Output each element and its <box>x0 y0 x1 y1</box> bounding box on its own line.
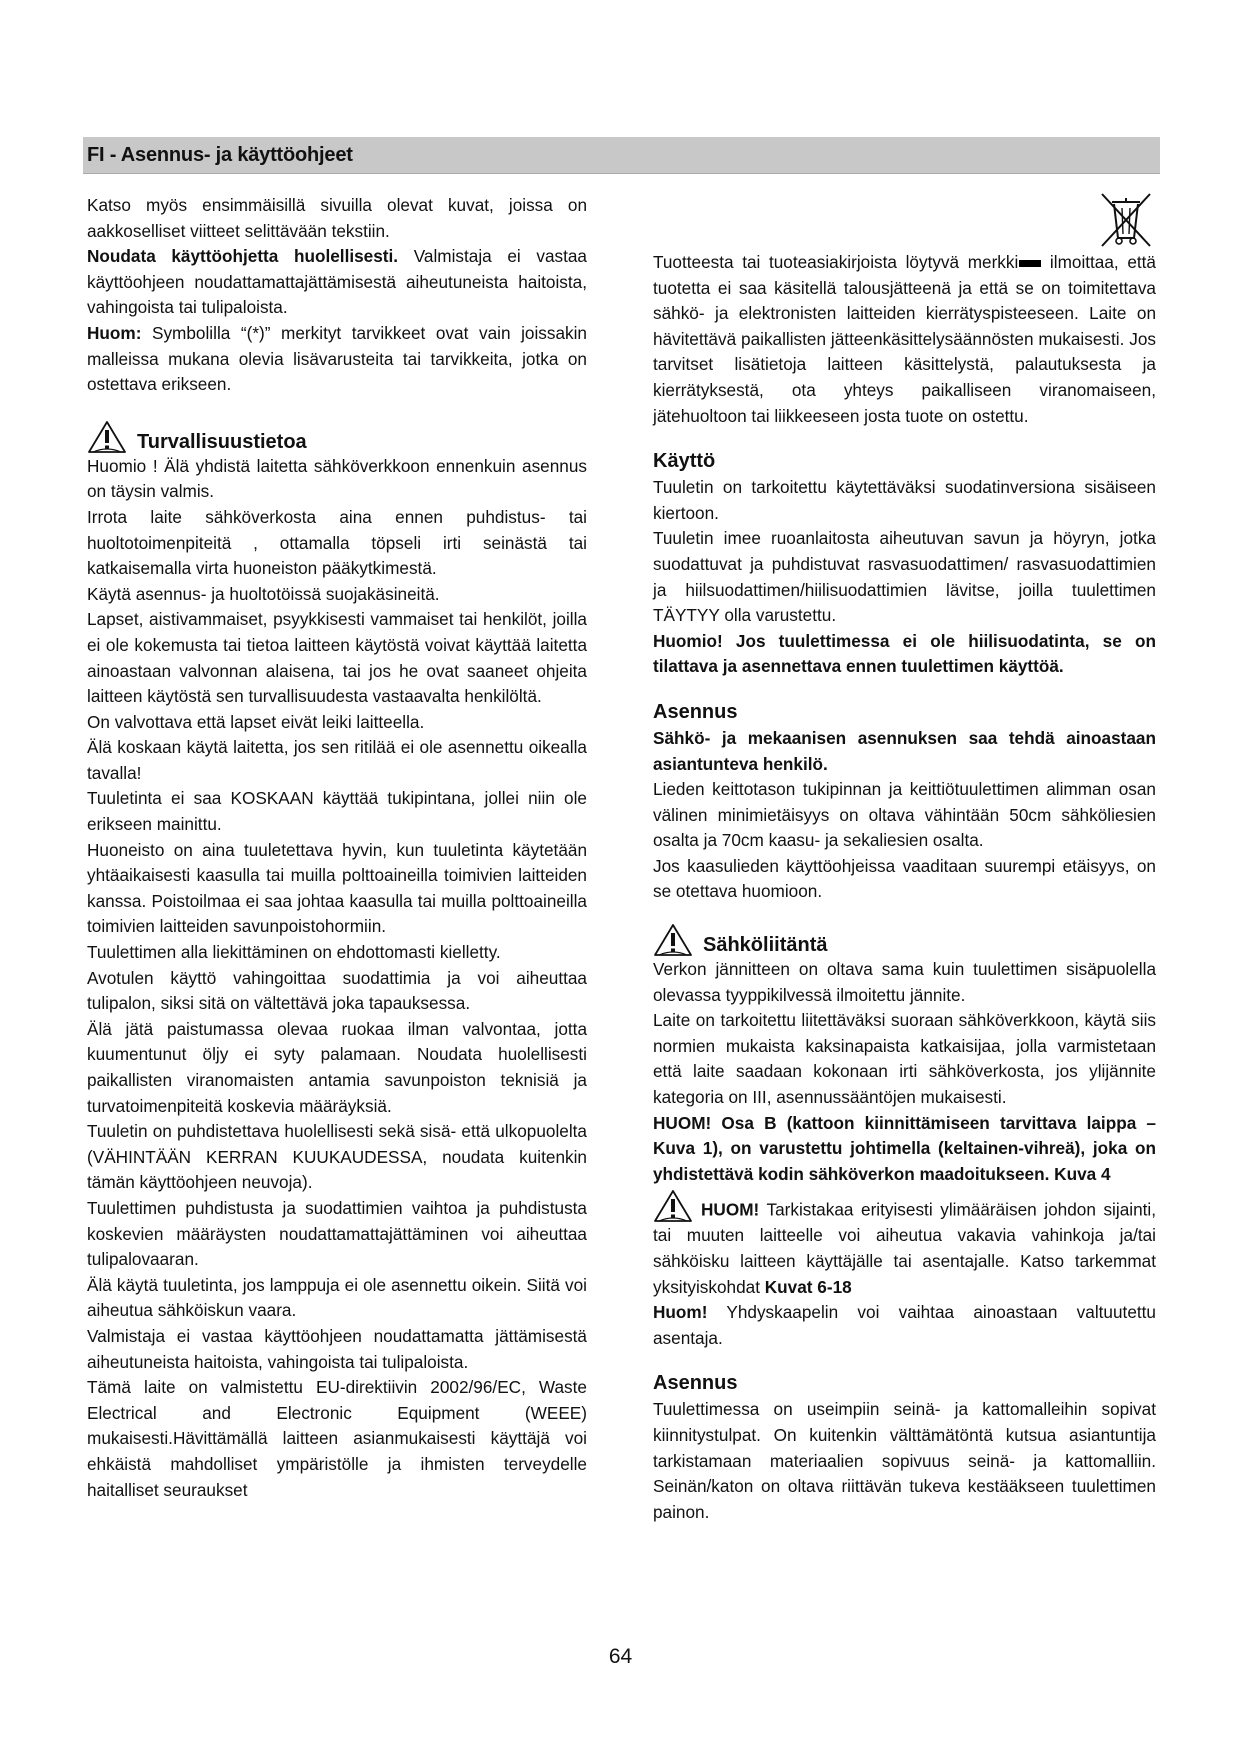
safety-paragraph: Älä koskaan käytä laitetta, jos sen ritilää ei ole asennettu oikealla tavalla! <box>87 737 587 783</box>
safety-paragraph: Älä jätä paistumassa olevaa ruokaa ilman valvontaa, jotta kuumentunut öljy ei syty palamaan. Noudata huolellisesti paikallisten viranomaisten antamia savunpoiston teknisiä ja turvatoimenpiteitä koskevia määräyksiä. <box>87 1018 587 1116</box>
huom2-ref: Kuvat 6-18 <box>764 1276 852 1297</box>
warning-triangle-icon <box>653 923 693 957</box>
section-header-bar <box>83 137 1160 174</box>
safety-paragraph: Tuuletinta ei saa KOSKAAN käyttää tukipintana, jollei niin ole erikseen mainittu. <box>87 788 587 835</box>
safety-paragraph: Tuulettimen puhdistusta ja suodattimien vaihtoa ja puhdistusta koskevien määräysten noudattamattajättäminen voi aiheuttaa tulipalovaaran. <box>87 1197 587 1270</box>
safety-paragraph: On valvottava että lapset eivät leiki laitteella. <box>87 711 425 732</box>
sahko-heading-row <box>653 923 1156 957</box>
asennus-paragraph-2: Jos kaasulieden käyttöohjeissa vaaditaan suurempi etäisyys, on se otettava huomioon. <box>653 855 1156 902</box>
asennus-heading: Asennus <box>653 700 738 723</box>
huom2-text: Tarkistakaa erityisesti ylimääräisen johdon sijainti, tai muuten laitteelle voi aiheutua vakavia vahinkoja ja/tai sähköisku laitteen käyttäjälle tai asentajalle. Katso tarkemmat yksityiskohdat <box>653 1199 1156 1297</box>
huom-bold: Huom: <box>87 322 142 343</box>
huom-text: Symbolilla “(*)” merkityt tarvikkeet ovat vain joissakin malleissa mukana olevia lisävarusteita tai tarvikkeita, jotka on ostettava erikseen. <box>87 322 587 395</box>
safety-paragraph: Huoneisto on aina tuuletettava hyvin, kun tuuletinta käytetään yhtäaikaisesti kaasulla tai muilla polttoaineilla toimivien laitteiden kanssa. Poistoilmaa ei saa johtaa kaasulla tai muilla polttoaineilla toimivien laitteiden savunpoistohormiin. <box>87 839 587 937</box>
safety-paragraph: Valmistaja ei vastaa käyttöohjeen noudattamatta jättämisestä aiheutuneista haitoista, vahingoista tai tulipaloista. <box>87 1325 587 1372</box>
noudata-text: Valmistaja ei vastaa käyttöohjeen noudattamattajättämisestä aiheutuneista haitoista, vahingoista tai tulipaloista. <box>87 246 587 318</box>
weee-row <box>653 190 1156 250</box>
kaytto-paragraph-2: Tuuletin imee ruoanlaitosta aiheutuvan savun ja höyryn, jotka suodattuvat ja puhdistuvat rasvasuodattimen/ rasvasuodattimien ja hiilsuodattimen/hiilisuodattimien lävitse, joilla tuulettimen TÄYTYY olla varustettu. <box>653 528 1156 626</box>
weee-text-rest: ilmoittaa, että tuotetta ei saa käsitellä talousjätteenä ja että se on toimitettava sähkö- ja elektronisten laitteiden kierrätyspisteeseen. Laite on hävitettävä paikallisten jätteenkäsittelysäännösten mukaisesti. Jos tarvitset lisätietoja laitteen käsittelystä, palautuksesta ja kierrätyksestä, ota yhteys paikalliseen viranomaiseen, jätehuoltoon tai liikkeeseen josta tuote on ostettu. <box>653 252 1156 426</box>
huom-warning-block <box>653 1191 1156 1300</box>
safety-paragraph: Lapset, aistivammaiset, psyykkisesti vammaiset tai henkilöt, joilla ei ole kokemusta tai tietoa laitteen käytöstä voivat käyttää laitetta ainoastaan valvonnan alaisena, tai jos he ovat saaneet ohjeita laitteen käytöstä sen turvallisuudesta vastaavalta henkilöltä. <box>87 609 587 707</box>
huom-warning-paragraph <box>653 1191 1156 1300</box>
safety-heading: Turvallisuustietoa <box>137 430 307 453</box>
safety-list <box>87 454 587 1503</box>
weee-text: Tuotteesta tai tuoteasiakirjoista löytyvä merkki <box>653 252 1019 272</box>
asennus-bold-note: Sähkö- ja mekaanisen asennuksen saa tehdä ainoastaan asiantunteva henkilö. <box>653 727 1156 774</box>
safety-paragraph: Huomio ! Älä yhdistä laitetta sähköverkkoon ennenkuin asennus on täysin valmis. <box>87 455 587 502</box>
safety-paragraph: Tämä laite on valmistettu EU-direktiivin 2002/96/EC, Waste Electrical and Electronic Equipment (WEEE) mukaisesti.Hävittämällä laitteen asianmukaisesti käyttäjä voi ehkäistä mahdolliset ympäristölle ja ihmisten terveydelle haitalliset seuraukset <box>87 1377 587 1500</box>
huom3-paragraph <box>653 1300 1156 1351</box>
warning-triangle-icon <box>87 420 127 454</box>
page-number: 64 <box>608 1645 633 1668</box>
safety-heading-row <box>87 420 587 454</box>
safety-paragraph: Käytä asennus- ja huoltotöissä suojakäsineitä. <box>87 583 440 604</box>
huom3-text: Yhdyskaapelin voi vaihtaa ainoastaan valtuutettu asentaja. <box>653 1302 1156 1348</box>
huom3-bold: Huom! <box>653 1302 708 1323</box>
right-column <box>653 190 1156 1525</box>
asennus2-heading: Asennus <box>653 1372 738 1395</box>
safety-paragraph: Irrota laite sähköverkosta aina ennen puhdistus- tai huoltotoimenpiteitä , ottamalla töpseli irti seinästä tai katkaisemalla virta huoneiston pääkytkimestä. <box>87 506 587 579</box>
kaytto-paragraph-1: Tuuletin on tarkoitettu käytettäväksi suodatinversiona sisäiseen kiertoon. <box>653 477 1156 523</box>
intro-paragraph: Katso myös ensimmäisillä sivuilla olevat kuvat, joissa on aakkoselliset viitteet selittävään tekstiin. <box>87 195 587 241</box>
huom2-bold: HUOM! <box>701 1199 760 1220</box>
page-title: FI - Asennus- ja käyttöohjeet <box>87 144 353 166</box>
kaytto-bold-note: Huomio! Jos tuulettimessa ei ole hiilisuodatinta, se on tilattava ja asennettava ennen tuulettimen käyttöä. <box>653 630 1156 677</box>
huom-paragraph <box>87 321 587 398</box>
left-column <box>87 193 587 1503</box>
weee-mark-icon <box>1019 260 1041 267</box>
asennus-paragraph-1: Lieden keittotason tukipinnan ja keittiötuulettimen alimman osan välinen minimietäisyys on oltava vähintään 50cm sähköliesien osalta ja 70cm kaasu- ja sekaliesien osalta. <box>653 779 1156 851</box>
warning-triangle-icon <box>653 1189 693 1223</box>
safety-paragraph: Avotulen käyttö vahingoittaa suodattimia ja voi aiheuttaa tulipalon, siksi sitä on vältettävä joka tapauksessa. <box>87 967 587 1014</box>
safety-paragraph: Tuuletin on puhdistettava huolellisesti sekä sisä- että ulkopuolelta (VÄHINTÄÄN KERRAN KUUKAUDESSA, noudata kuitenkin tämän käyttöohjeen neuvoja). <box>87 1121 587 1193</box>
noudata-paragraph <box>87 244 587 321</box>
noudata-bold: Noudata käyttöohjetta huolellisesti. <box>87 246 399 267</box>
sahko-paragraph-2: Laite on tarkoitettu liitettäväksi suoraan sähköverkkoon, käytä siis normien mukaista kaksinapaista katkaisijaa, jolla varmistetaan että laite saadaan kokonaan irti sähköverkosta, jos ylijännite kategoria on III, asennussääntöjen mukaisesti. <box>653 1010 1156 1108</box>
sahko-paragraph-1: Verkon jännitteen on oltava sama kuin tuulettimen sisäpuolella olevassa tyyppikilvessä ilmoitettu jännite. <box>653 959 1156 1005</box>
kaytto-heading: Käyttö <box>653 450 716 473</box>
safety-paragraph: Tuulettimen alla liekittäminen on ehdottomasti kielletty. <box>87 942 501 963</box>
weee-paragraph <box>653 250 1156 429</box>
crossed-out-bin-icon <box>1096 190 1156 250</box>
sahko-bold-note: HUOM! Osa B (kattoon kiinnittämiseen tarvittava laippa – Kuva 1), on varustettu johtimella (keltainen-vihreä), joka on yhdistettävä kodin sähköverkon maadoitukseen. Kuva 4 <box>653 1112 1156 1184</box>
asennus2-paragraph: Tuulettimessa on useimpiin seinä- ja kattomalleihin sopivat kiinnitystulpat. On kuitenkin välttämätöntä kutsua asiantuntija tarkistamaan materiaalien sopivuus seinä- ja kattomalliin. Seinän/katon on oltava riittävän tukeva kestääkseen tuulettimen painon. <box>653 1399 1156 1522</box>
safety-paragraph: Älä käytä tuuletinta, jos lamppuja ei ole asennettu oikein. Siitä voi aiheutua sähköiskun vaara. <box>87 1274 587 1321</box>
sahko-heading: Sähköliitäntä <box>703 934 828 957</box>
